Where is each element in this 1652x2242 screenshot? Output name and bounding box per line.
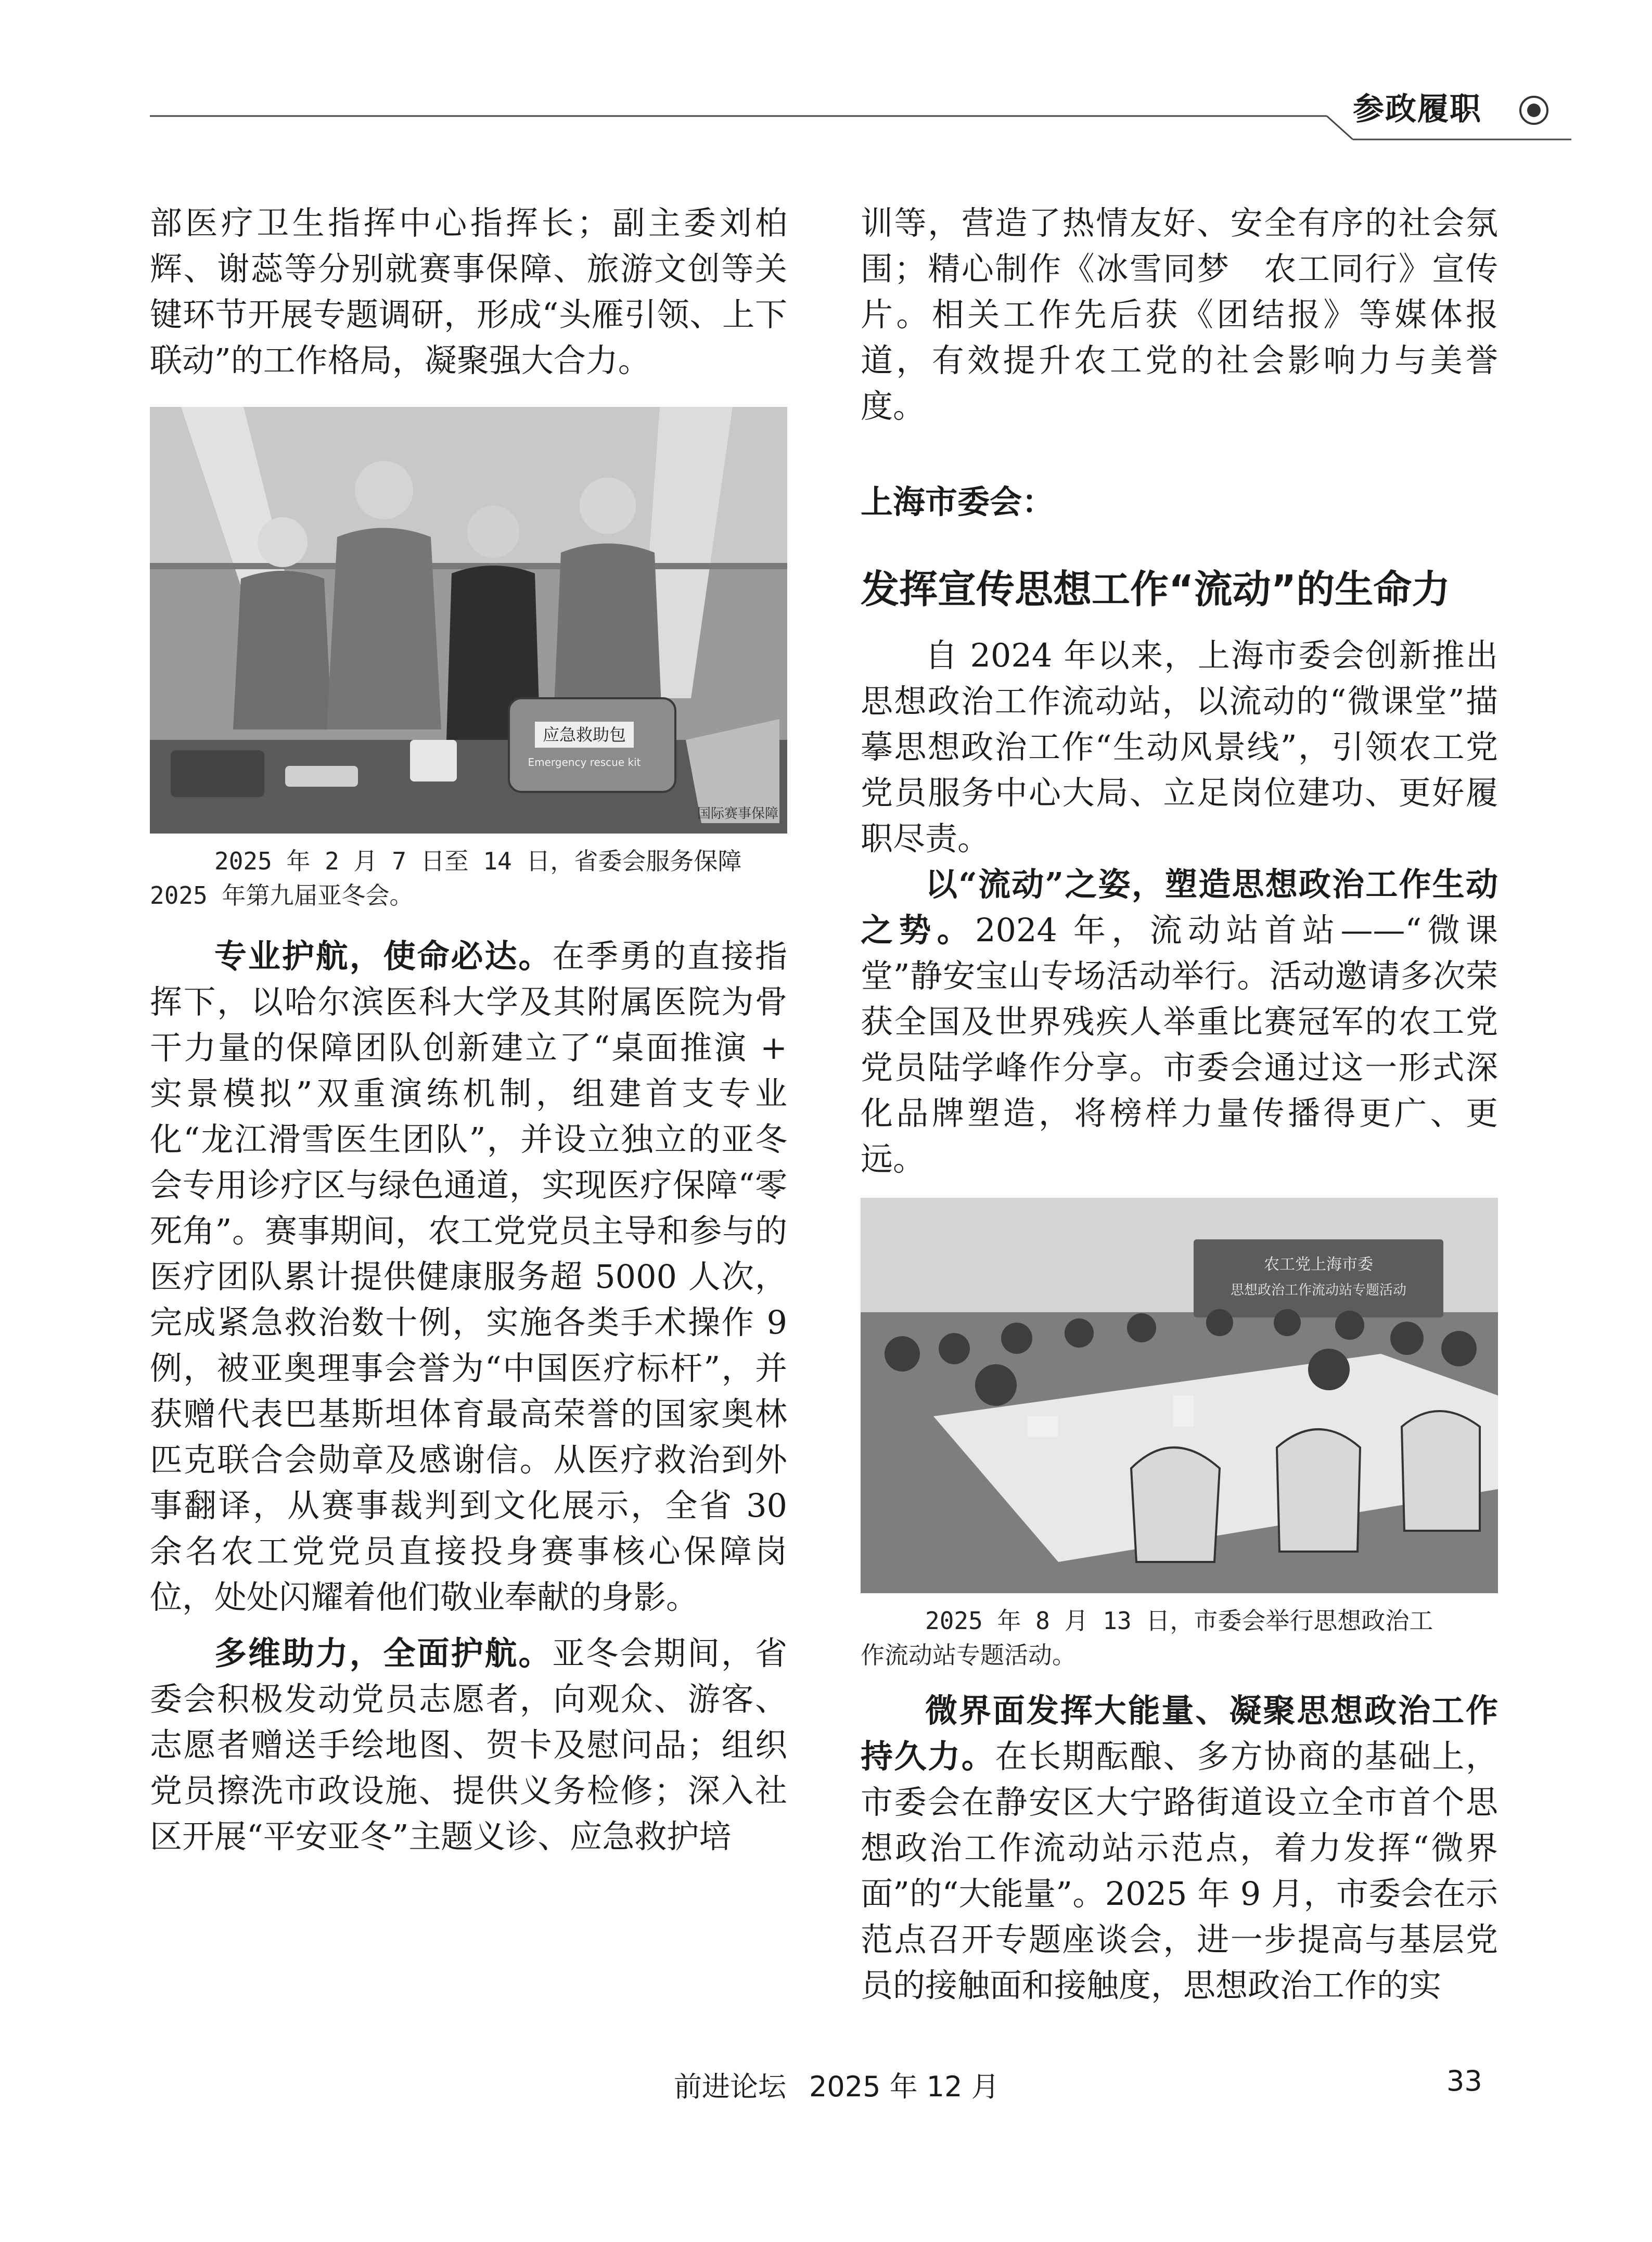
- left-paragraph-3: [150, 1631, 787, 1860]
- caption-1-line-1: 2025 年 2 月 7 日至 14 日，省委会服务保障: [214, 847, 742, 875]
- target-icon: [1520, 97, 1547, 124]
- right-paragraph-3-body: 2024 年，流动站首站——“微课堂”静安宝山专场活动举行。活动邀请多次荣获全国及世界残疾人举重比赛冠军的农工党党员陆学峰作分享。市委会通过这一形式深化品牌塑造，将榜样力量传播得更广、更远。: [861, 911, 1498, 1178]
- caption-1: [150, 844, 787, 913]
- kit-label: 应急救助包: [542, 725, 626, 745]
- photo-medical-team: [150, 407, 787, 834]
- caption-1-line-2: 2025 年第九届亚冬会。: [150, 881, 414, 909]
- screen-line-2: 思想政治工作流动站专题活动: [1230, 1283, 1407, 1298]
- section-tag: 参政履职: [1353, 91, 1482, 127]
- left-column: [150, 200, 787, 1860]
- footer-page-number: 33: [1446, 2065, 1482, 2097]
- left-paragraph-1: 部医疗卫生指挥中心指挥长；副主委刘柏辉、谢蕊等分别就赛事保障、旅游文创等关键环节开展专题调研，形成“头雁引领、上下联动”的工作格局，凝聚强大合力。: [150, 204, 787, 379]
- left-paragraph-2-body: 在季勇的直接指挥下，以哈尔滨医科大学及其附属医院为骨干力量的保障团队创新建立了“桌面推演 + 实景模拟”双重演练机制，组建首支专业化“龙江滑雪医生团队”，并设立独立的亚冬会专用诊疗区与绿色通道，实现医疗保障“零死角”。赛事期间，农工党党员主导和参与的医疗团队累计提供健康服务超 5000 人次，完成紧急救治数十例，实施各类手术操作 9 例，被亚奥理事会誉为“中国医疗标杆”，并获赠代表巴基斯坦体育最高荣誉的国家奥林匹克联合会勋章及感谢信。从医疗救治到外事翻译，从赛事裁判到文化展示，全省 30 余名农工党党员直接投身赛事核心保障岗位，处处闪耀着他们敬业奉献的身影。: [150, 937, 787, 1616]
- right-paragraph-4-lead: 微界面发挥大能量、凝聚思想政治工作持久力。: [861, 1692, 1498, 1775]
- screen-line-1: 农工党上海市委: [1264, 1255, 1373, 1274]
- article-headline: 发挥宣传思想工作“流动”的生命力: [861, 567, 1451, 612]
- right-paragraph-2: 自 2024 年以来，上海市委会创新推出思想政治工作流动站，以流动的“微课堂”描摹思想政治工作“生动风景线”，引领农工党党员服务中心大局、立足岗位建功、更好履职尽责。: [861, 636, 1498, 857]
- left-paragraph-3-lead: 多维助力，全面护航。: [214, 1634, 553, 1672]
- seminar-image: [861, 1198, 1498, 1593]
- badge-text: 国际赛事保障: [697, 806, 779, 822]
- left-paragraph-2: [150, 933, 787, 1620]
- footer-journal: 前进论坛: [674, 2070, 786, 2103]
- caption-2: [861, 1604, 1498, 1672]
- right-paragraph-1: 训等，营造了热情友好、安全有序的社会氛围；精心制作《冰雪同梦 农工同行》宣传片。相关工作先后获《团结报》等媒体报道，有效提升农工党的社会影响力与美誉度。: [861, 204, 1498, 425]
- right-paragraph-4-body: 在长期酝酿、多方协商的基础上，市委会在静安区大宁路街道设立全市首个思想政治工作流动站示范点，着力发挥“微界面”的“大能量”。2025 年 9 月，市委会在示范点召开专题座谈会，进一步提高与基层党员的接触面和接触度，思想政治工作的实: [861, 1737, 1498, 2004]
- caption-2-line-1: 2025 年 8 月 13 日，市委会举行思想政治工: [925, 1607, 1433, 1635]
- footer-issue: 2025 年 12 月: [809, 2070, 1000, 2103]
- caption-2-line-2: 作流动站专题活动。: [861, 1641, 1076, 1669]
- kit-sublabel: Emergency rescue kit: [528, 756, 641, 768]
- left-paragraph-3-body: 亚冬会期间，省委会积极发动党员志愿者，向观众、游客、志愿者赠送手绘地图、贺卡及慰问品；组织党员擦洗市政设施、提供义务检修；深入社区开展“平安亚冬”主题义诊、应急救护培: [150, 1634, 787, 1855]
- right-paragraph-3-lead: 以“流动”之姿，塑造思想政治工作生动之势。: [861, 865, 1498, 949]
- left-paragraph-2-lead: 专业护航，使命必达。: [214, 937, 553, 975]
- medical-team-image: [150, 407, 787, 834]
- right-column: [861, 200, 1498, 2008]
- right-paragraph-3: [861, 862, 1498, 1182]
- right-paragraph-4: [861, 1688, 1498, 2008]
- photo-seminar: [861, 1198, 1498, 1593]
- unit-title: 上海市委会：: [861, 483, 1055, 521]
